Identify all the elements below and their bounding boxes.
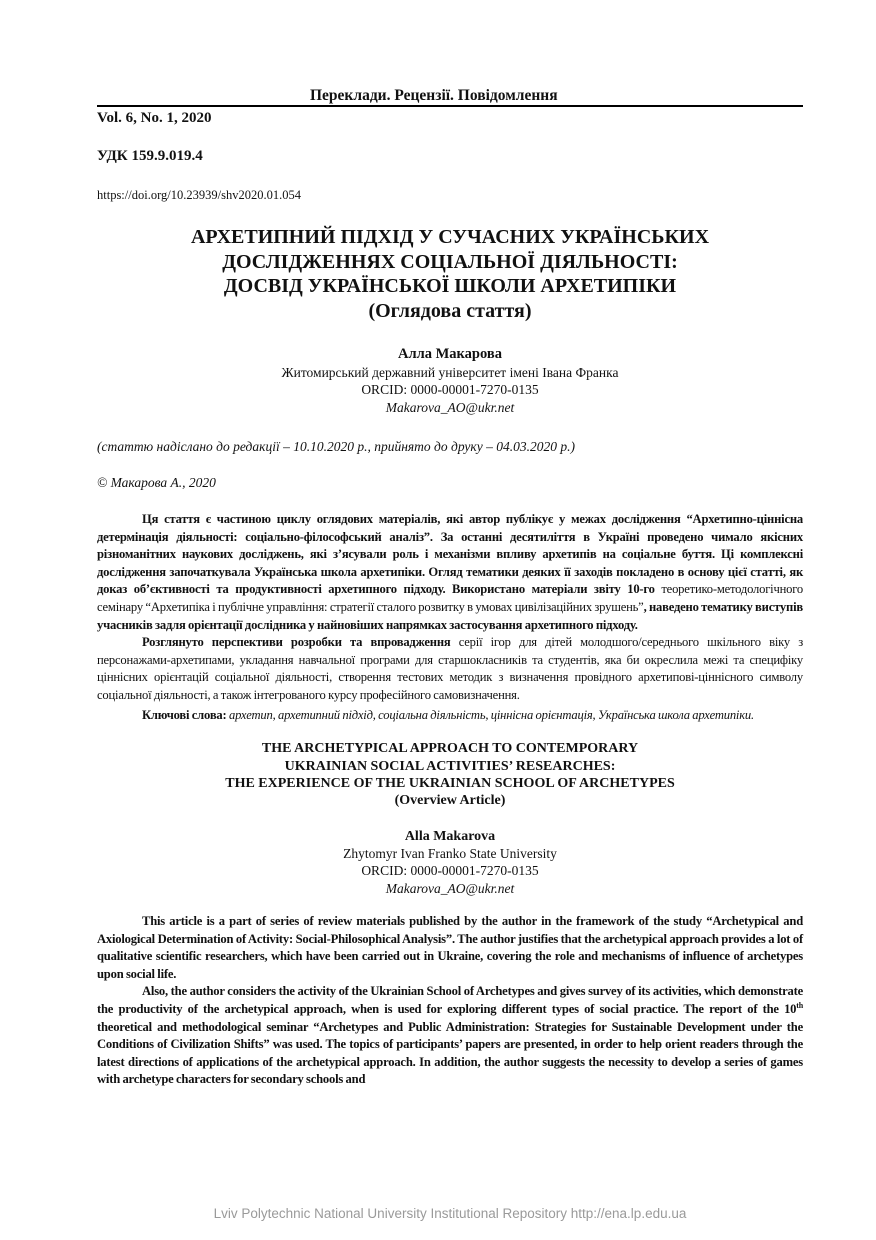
text: Розглянуто перспективи розробки та впровадження — [142, 635, 459, 650]
affiliation: Житомирський державний університет імені Івана Франка — [281, 364, 619, 380]
article-type: (Оглядова стаття) — [368, 299, 532, 322]
header-rule — [97, 105, 803, 107]
title-en — [97, 740, 803, 810]
title-line: ДОСВІД УКРАЇНСЬКОЇ ШКОЛИ АРХЕТИПІКИ — [223, 275, 677, 298]
submission-dates: (статтю надіслано до редакції – 10.10.2020 р., прийнято до друку – 04.03.2020 р.) — [97, 439, 575, 454]
author-block-ua — [97, 346, 803, 416]
title-line: THE ARCHETYPICAL APPROACH TO CONTEMPORARY — [261, 741, 639, 757]
keywords-ua — [97, 707, 803, 725]
article-type: (Overview Article) — [394, 793, 506, 809]
repository-footer: Lviv Polytechnic National University Institutional Repository http://ena.lp.edu.ua — [213, 1206, 687, 1221]
email[interactable]: Makarova_AO@ukr.net — [385, 399, 515, 415]
abstract-ua — [97, 511, 803, 705]
author-block-en — [97, 828, 803, 897]
abstract-paragraph — [97, 511, 803, 634]
author-name: Алла Макарова — [398, 346, 502, 362]
title-ua — [97, 225, 803, 323]
text: , наведено тематику виступів учасників задля орієнтації дослідника у найновіших напрямках застосування архетипного підходу. — [97, 599, 803, 632]
text: Also, the author considers the activity of the Ukrainian School of Archetypes and gives survey of its activities, which demonstrate the productivity of the archetypical approach, when is used for exploring different types of social practice. The report of the 10 — [97, 984, 803, 1016]
title-line: АРХЕТИПНИЙ ПІДХІД У СУЧАСНИХ УКРАЇНСЬКИХ — [190, 226, 710, 248]
title-line: ДОСЛІДЖЕННЯХ СОЦІАЛЬНОЇ ДІЯЛЬНОСТІ: — [222, 250, 678, 273]
superscript: th — [796, 1000, 803, 1010]
abstract-paragraph — [97, 983, 803, 1089]
affiliation: Zhytomyr Ivan Franko State University — [343, 846, 557, 862]
volume-info: Vol. 6, No. 1, 2020 — [97, 110, 212, 126]
title-line: UKRAINIAN SOCIAL ACTIVITIES’ RESEARCHES: — [284, 758, 616, 774]
title-line: THE EXPERIENCE OF THE UKRAINIAN SCHOOL OF ARCHETYPES — [225, 775, 675, 791]
orcid: ORCID: 0000-00001-7270-0135 — [361, 382, 539, 397]
text: теоретико-методологічного семінару “Архетипіка і публічне управління: стратегії сталого розвитку в умовах цивілізаційних зрушень” — [97, 582, 803, 614]
orcid: ORCID: 0000-00001-7270-0135 — [361, 863, 539, 879]
author-name: Alla Makarova — [404, 828, 496, 844]
abstract-paragraph — [97, 634, 803, 704]
text: серії ігор для дітей молодшого/середнього шкільного віку з персонажами-архетипами, укладання навчальної програми для старшокласників та студентів, яка би окреслила межі та специфіку ціннісних орієнтацій соціальної діяльності, створення тестових методик з визначення провідного архетипові-ціннісного символу соціальної діяльності, а також інтегрованого курсу професійного самовизначення. — [97, 635, 803, 702]
text: theoretical and methodological seminar “Archetypes and Public Administration: Strategies for Sustainable Development under the Conditions of Civilization Shifts” was used. The topics of participants’ papers are presented, in order to help orient readers through the latest directions of applications of the archetypical approach. In addition, the author suggests the necessity to develop a series of games with archetype characters for secondary schools and — [97, 1019, 803, 1087]
keywords-label: Ключові слова: — [142, 707, 229, 722]
udk-code: УДК 159.9.019.4 — [97, 148, 203, 164]
running-header: Переклади. Рецензії. Повідомлення — [310, 87, 558, 104]
doi-link[interactable]: https://doi.org/10.23939/shv2020.01.054 — [97, 188, 301, 202]
text: Ця стаття є частиною циклу оглядових матеріалів, які автор публікує у межах дослідження “Архетипно-ціннісна детермінація діяльності: соціально-філософський аналіз”. За останні десятиліття в Україні проведено чимало якісних різноманітних наукових досліджень, які з’ясували роль і механізми впливу архетипів на соціальне буття. Ці комплексні дослідження започаткувала Українська школа архетипіки. Огляд тематики деяких її заходів покладено в основу цієї статті, як доказ об’єктивності та продуктивності архетипного підходу. Використано матеріали звіту 10-го — [97, 512, 803, 597]
copyright: © Макарова А., 2020 — [97, 475, 216, 490]
email[interactable]: Makarova_AO@ukr.net — [385, 880, 515, 896]
abstract-paragraph: This article is a part of series of review materials published by the author in the framework of the study “Archetypical and Axiological Determination of Activity: Social-Philosophical Analysis”. The author justifies that the archetypical approach provides a lot of qualitative scientific researchers, which have been carried out in Ukraine, covering the role and mechanisms of influence of archetypes upon social life. — [97, 913, 803, 981]
article-body — [97, 438, 803, 1089]
keywords-value: архетип, архетипний підхід, соціальна діяльність, ціннісна орієнтація, Українська школа архетипіки. — [228, 707, 754, 722]
abstract-en — [97, 913, 803, 1089]
